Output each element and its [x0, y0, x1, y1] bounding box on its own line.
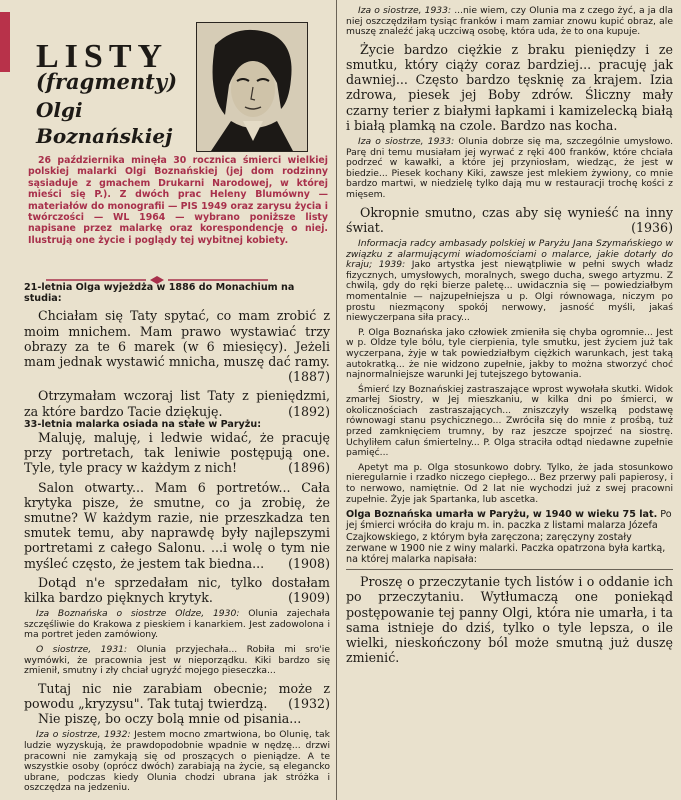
- column-divider: [336, 0, 337, 800]
- letter-eyes: Nie piszę, bo oczy bolą mnie od pisania...: [38, 711, 302, 727]
- letter-1909: [24, 575, 330, 605]
- note-iza-1932: [24, 730, 330, 794]
- letter-1932: [24, 681, 330, 711]
- note-source: Iza o siostrze, 1932:: [36, 729, 131, 741]
- separator-line: [346, 569, 673, 570]
- title-boznanskiej: Boznańskiej: [36, 124, 173, 148]
- note-text: Jestem mocno zmartwiona, bo Olunię, tak ludzie wyzyskują, że prawdopodobnie wpadnie w nędzę... drzwi pracowni nie zamykają się od proszących o pieniądze. A te wszystkie osoby (oprócz dwóch) zarabiają na życie, są elegancko ubrane, podczas kiedy Olunia chodzi ubrana jak stróżka i oszczędza na jedzeniu.: [24, 729, 330, 794]
- portrait-image: [196, 22, 308, 152]
- note-iza-1931: [24, 645, 330, 677]
- letter-life-hard: Życie bardzo ciężkie z braku pieniędzy i ze smutku, który ciąży coraz bardziej... pracuję jak dawniej... Często bardzo tęsknię za krajem. Izia zdrowa, piesek jej Boby zdrów. Śliczny mały czarny terier z białymi łapkami i kamizelecką białą i białą plamką na czole. Bardzo nas kocha.: [346, 41, 673, 133]
- note-text: Olunia przyjechała... Robiła mi sro'ie wymówki, że pracownia jest w nieporządku. Kiki bardzo się zmienił, smutny i zły chciał ugryźć mojego pieseczka...: [24, 644, 330, 677]
- left-body: [24, 282, 330, 794]
- letter-year: (1896): [288, 460, 330, 476]
- title-fragmenty: (fragmenty): [36, 69, 178, 94]
- article-heading: [0, 0, 334, 148]
- letter-text: Chciałam się Taty spytać, co mam zrobić z moim mnichem. Mam prawo wystawiać trzy obrazy za te 6 marek (w 6 miesięcy). Jeżeli mam jednak wystawić mnicha, muszę dać ramy.: [24, 308, 330, 370]
- note-source: Iza o siostrze, 1933:: [358, 136, 455, 147]
- note-appetite: Apetyt ma p. Olga stosunkowo dobry. Tylko, że jada stosunkowo nieregularnie i rzadko niczego ciepłego... Bez przerwy pali papierosy, i to nerwowo, namiętnie. Od 2 lat nie wychodzi już z swej pracowni zupełnie. Żyje jak Spartanka, lub ascetka.: [346, 461, 673, 505]
- note-iza-1930: [24, 609, 330, 641]
- heading-munich: 21-letnia Olga wyjeżdża w 1886 do Monachium na studia:: [24, 282, 295, 305]
- letter-text: Maluję, maluję, i ledwie widać, że pracuję przy portretach, tak leniwie postępują one. Tyle, tyle pracy w każdym z nich!: [24, 430, 330, 476]
- title-listy: LISTY: [36, 38, 169, 75]
- letter-1892: [24, 388, 330, 418]
- note-embassy-1939: [346, 239, 673, 324]
- portrait-drawing: [197, 23, 307, 151]
- letter-year: (1909): [288, 590, 330, 606]
- letter-1936: [346, 205, 673, 235]
- left-column: [0, 0, 334, 800]
- letter-1887: [24, 308, 330, 384]
- letter-year: (1892): [288, 403, 330, 419]
- letter-text: Salon otwarty... Mam 6 portretów... Cała krytyka pisze, że smutne, co ja zrobię, że smutne? W każdym razie, nie przeszkadza ten smutek temu, aby naprawdę były najlepszymi portretami z całego Salonu. ...i wolę o tym nie myśleć często, że jestem tak biedna...: [24, 479, 330, 571]
- title-olgi: Olgi: [36, 98, 83, 122]
- note-iza-1933b: [346, 137, 673, 201]
- letter-year: (1908): [288, 555, 330, 571]
- note-source: Iza Boznańska o siostrze Oldze, 1930:: [36, 608, 240, 620]
- death-heading-rest: Po jej śmierci wróciła do kraju m. in. paczka z listami malarza Józefa Czajkowskiego, z którym była zaręczona; zaręczyny zostały zerwane w 1900 nie z winy malarki. Paczka opatrzona była kartką, na której malarka napisała:: [346, 509, 672, 566]
- intro-paragraph: 26 października minęła 30 rocznica śmierci wielkiej polskiej malarki Olgi Boznańskiej (jej dom rodzinny sąsiaduje z gmachem Drukarni Narodowej, w której mieści się P.). Z dwóch prac Heleny Blumówny — materiałów do monografii — PIS 1949 oraz zarysu życia i twórczości — WL 1964 — wybrano poniższe listy napisane przez malarkę oraz korespondencję o niej. Ilustrują one życie i poglądy tej wybitnej kobiety.: [28, 155, 328, 246]
- letter-1908: [24, 480, 330, 571]
- right-column: [340, 0, 681, 800]
- letter-text: Okropnie smutno, czas aby się wynieść na inny świat.: [346, 204, 673, 235]
- note-source: Iza o siostrze, 1933:: [358, 5, 452, 16]
- note-source: O siostrze, 1931:: [36, 644, 128, 656]
- letter-year: (1887): [288, 369, 330, 385]
- letter-text: Dotąd n'e sprzedałam nic, tylko dostałam kilka bardzo pięknych krytyk.: [24, 574, 330, 606]
- note-person: P. Olga Boznańska jako człowiek zmieniła się chyba ogromnie... Jest w p. Oldze tyle bólu, tyle cierpienia, tyle smutku, jest życiem już tak wyczerpana, żyje w tak powiedziałbym ciężkich warunkach, jest taką autokratką... że nie widzono zupełnie, jakby to można stworzyć choć najnormalniejsze warunki Jej tutejszego bytowania.: [346, 326, 673, 381]
- note-text: Olunia zajechała szczęśliwie do Krakowa z pieskiem i kanarkiem. Jest zadowolona i ma portret jeden zamówiony.: [24, 608, 330, 641]
- heading-paris: 33-letnia malarka osiada na stałe w Paryżu:: [24, 418, 262, 430]
- letter-text: Tutaj nic nie zarabiam obecnie; może z powodu „kryzysu". Tak tutaj twierdzą.: [24, 680, 330, 712]
- letter-year: (1936): [631, 219, 673, 235]
- letter-1896: [24, 430, 330, 476]
- note-text: Jako artystka jest niewątpliwie w pełni swych władz fizycznych, umysłowych, moralnych, swego ducha, swego artyzmu. Z chwilą, gdy do ręki bierze paletę... uwidacznia się — powiedziałbym momentalnie — najzupełniejsza u p. Olgi równowaga, niczym po prostu niezmącony spokój nerwowy, jasność myśli, jakaś niewyczerpana siła pracy...: [346, 259, 673, 324]
- death-heading-text: Olga Boznańska umarła w Paryżu, w 1940 w wieku 75 lat.: [346, 509, 658, 521]
- note-text: ...nie wiem, czy Olunia ma z czego żyć, a ja dla niej oszczędziłam tysiąc franków i mam zamiar znowu kupić obraz, ale muszę znaleźć jaką uczciwą osobę, która uda, że to ona kupuje.: [346, 5, 674, 38]
- heading-death: [346, 509, 673, 565]
- note-text: Olunia dobrze się ma, szczególnie umysłowo. Parę dni temu musiałam jej wyrwać z ręki 400 franków, które chciała podrzeć w kawałki, a które jej przyniosłam, wiedząc, że jest w biedzie... Piesek kochany Kiki, zawsze jest mlekiem żywiony, co mnie bardzo martwi, w niedzielę tylko dają mu w restauracji trochę kości z mięsem.: [346, 136, 673, 200]
- note-iza-1933a: [346, 6, 673, 38]
- letter-final: Proszę o przeczytanie tych listów i o oddanie ich po przeczytaniu. Wytłumaczą one poniekąd postępowanie tej panny Olgi, która nie umarła, i ta sama istnieje do dziś, tylko o tyle lepsza, o ile wielki, nieskończony ból może smutną już duszę zmienić.: [346, 574, 673, 666]
- note-source: Informacja radcy ambasady polskiej w Paryżu Jana Szymańskiego w związku z alarmującymi wiadomościami o malarce, jakie dotarły do kraju; 1939:: [346, 237, 673, 271]
- letter-year: (1932): [288, 696, 330, 712]
- letter-text: Otrzymałam wczoraj list Taty z pieniędzmi, za które bardzo Tacie dziękuję.: [24, 388, 330, 419]
- note-sister-death: Śmierć Izy Boznańskiej zastraszające wprost wywołała skutki. Widok zmarłej Siostry, w Jej mieszkaniu, w kilka dni po śmierci, w okolicznościach zastraszających... zniszczyły wszelką podstawę równowagi stanu psychicznego... Zwróciła się do mnie z prośbą, tuż przed zamknięciem trumny, by raz jeszcze spojrzeć na siostrę. Uchyliłem całun śmiertelny... P. Olga straciła odtąd niedawne zupełnie pamięć...: [346, 383, 673, 459]
